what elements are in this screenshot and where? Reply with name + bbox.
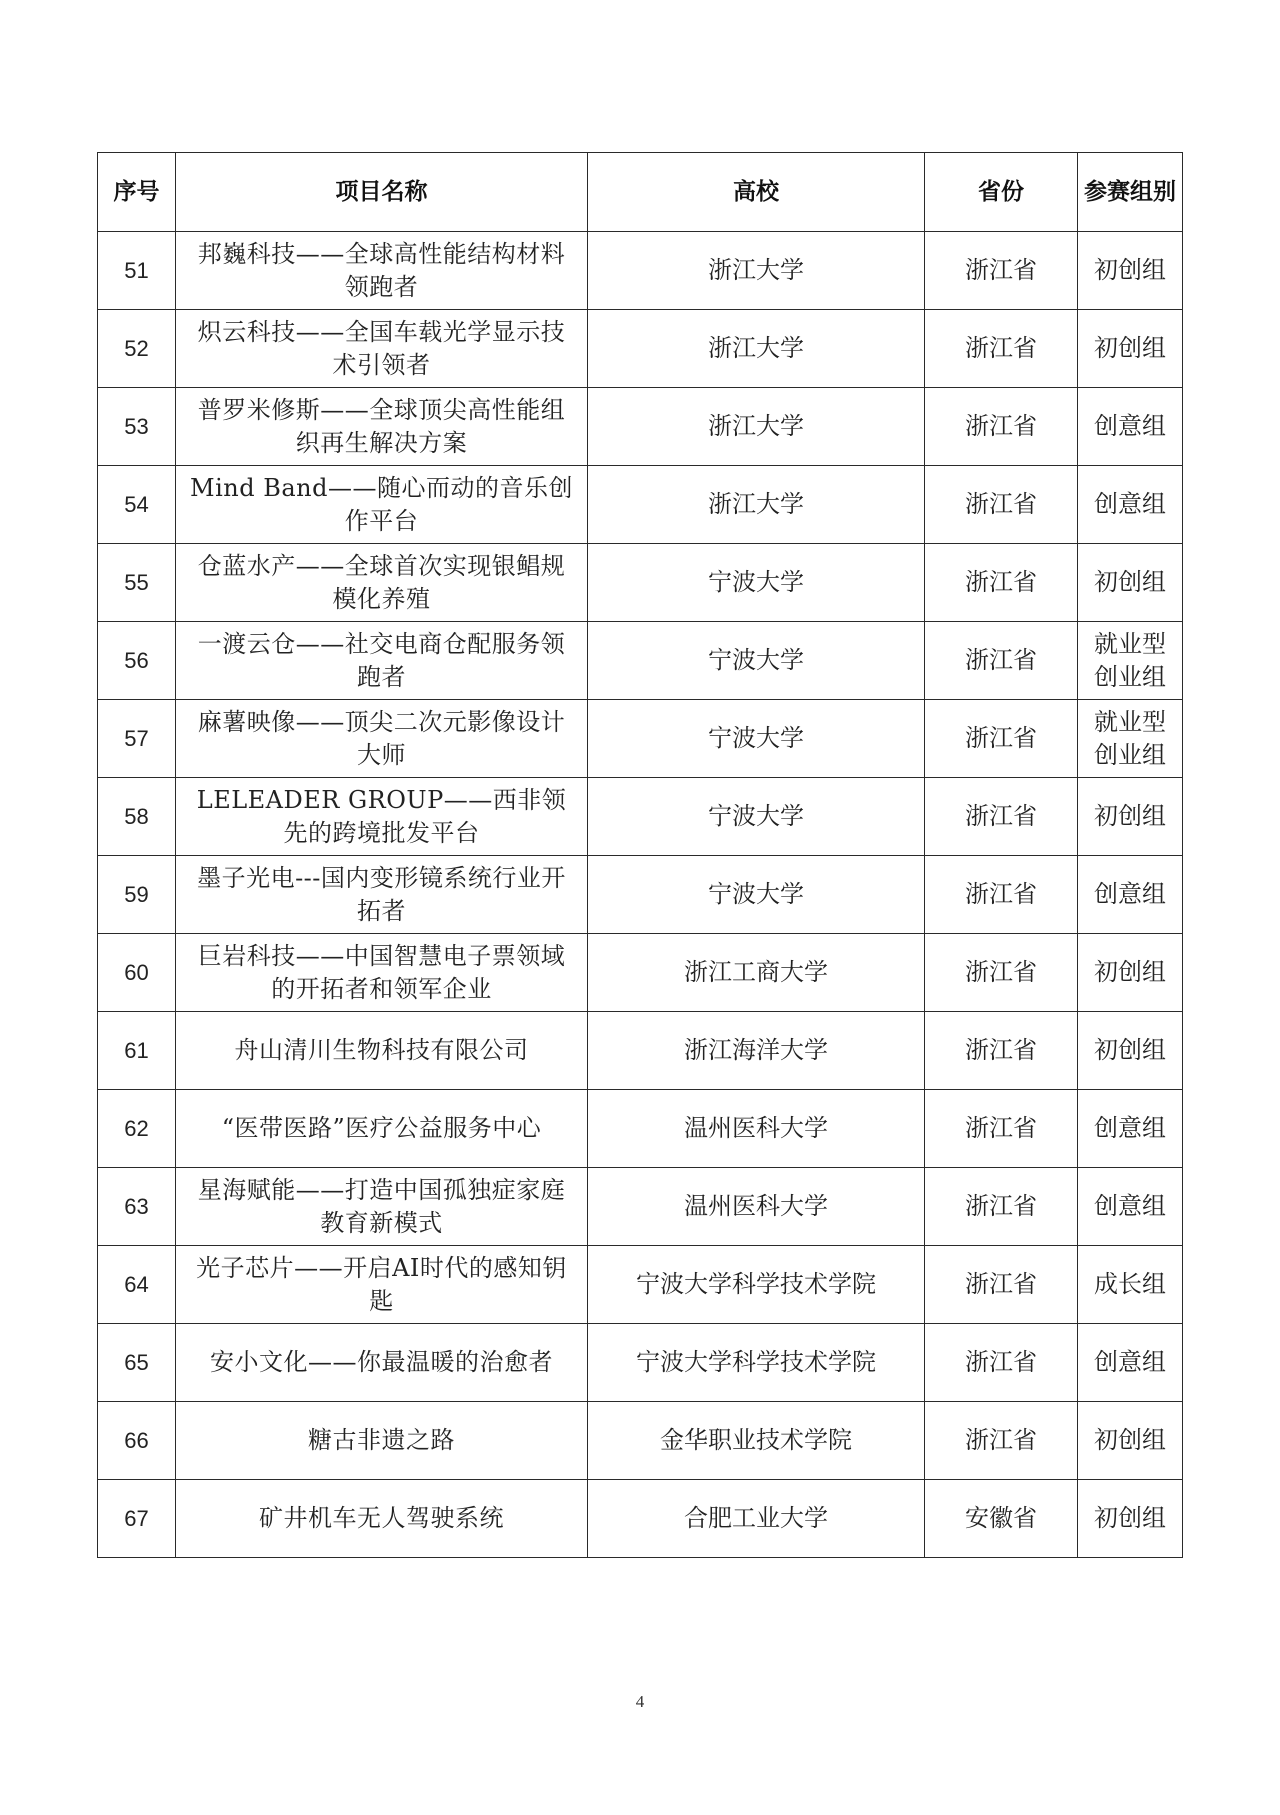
table-row (98, 1168, 1183, 1246)
cell-seq: 63 (98, 1168, 176, 1246)
table-row (98, 310, 1183, 388)
cell-seq: 59 (98, 856, 176, 934)
cell-seq: 52 (98, 310, 176, 388)
cell-province: 浙江省 (925, 934, 1078, 1012)
cell-project-name: 仓蓝水产——全球首次实现银鲳规模化养殖 (176, 544, 588, 622)
cell-category: 初创组 (1078, 1012, 1183, 1090)
cell-province: 浙江省 (925, 1324, 1078, 1402)
cell-project-name: 炽云科技——全国车载光学显示技术引领者 (176, 310, 588, 388)
cell-project-name: 矿井机车无人驾驶系统 (176, 1480, 588, 1558)
cell-university: 浙江海洋大学 (588, 1012, 925, 1090)
cell-category: 创意组 (1078, 856, 1183, 934)
cell-project-name: 安小文化——你最温暖的治愈者 (176, 1324, 588, 1402)
cell-seq: 57 (98, 700, 176, 778)
header-province: 省份 (925, 153, 1078, 232)
cell-project-name: Mind Band——随心而动的音乐创作平台 (176, 466, 588, 544)
table-row (98, 1246, 1183, 1324)
cell-seq: 60 (98, 934, 176, 1012)
cell-province: 浙江省 (925, 1402, 1078, 1480)
cell-province: 浙江省 (925, 622, 1078, 700)
cell-university: 浙江工商大学 (588, 934, 925, 1012)
cell-province: 浙江省 (925, 778, 1078, 856)
cell-project-name: 星海赋能——打造中国孤独症家庭教育新模式 (176, 1168, 588, 1246)
cell-seq: 64 (98, 1246, 176, 1324)
cell-category: 初创组 (1078, 310, 1183, 388)
cell-province: 浙江省 (925, 1090, 1078, 1168)
cell-university: 浙江大学 (588, 466, 925, 544)
cell-university: 浙江大学 (588, 232, 925, 310)
table-row (98, 232, 1183, 310)
cell-category: 创意组 (1078, 466, 1183, 544)
cell-university: 浙江大学 (588, 388, 925, 466)
cell-seq: 65 (98, 1324, 176, 1402)
cell-university: 浙江大学 (588, 310, 925, 388)
project-table (97, 152, 1183, 1558)
cell-project-name: 光子芯片——开启AI时代的感知钥匙 (176, 1246, 588, 1324)
cell-project-name: 普罗米修斯——全球顶尖高性能组织再生解决方案 (176, 388, 588, 466)
cell-province: 浙江省 (925, 388, 1078, 466)
table-row (98, 388, 1183, 466)
cell-province: 安徽省 (925, 1480, 1078, 1558)
table-row (98, 1090, 1183, 1168)
cell-seq: 67 (98, 1480, 176, 1558)
cell-seq: 61 (98, 1012, 176, 1090)
table-header-row (98, 153, 1183, 232)
header-project-name: 项目名称 (176, 153, 588, 232)
table-row (98, 1324, 1183, 1402)
header-category: 参赛组别 (1078, 153, 1183, 232)
table-row (98, 856, 1183, 934)
cell-project-name: 糖古非遗之路 (176, 1402, 588, 1480)
cell-category: 创意组 (1078, 1168, 1183, 1246)
cell-category: 初创组 (1078, 1402, 1183, 1480)
cell-university: 宁波大学 (588, 544, 925, 622)
cell-project-name: 一渡云仓——社交电商仓配服务领跑者 (176, 622, 588, 700)
cell-province: 浙江省 (925, 310, 1078, 388)
table-row (98, 934, 1183, 1012)
cell-project-name: 邦巍科技——全球高性能结构材料领跑者 (176, 232, 588, 310)
table-row (98, 544, 1183, 622)
cell-project-name: “医带医路”医疗公益服务中心 (176, 1090, 588, 1168)
cell-category: 初创组 (1078, 232, 1183, 310)
cell-project-name: LELEADER GROUP——西非领先的跨境批发平台 (176, 778, 588, 856)
cell-province: 浙江省 (925, 1246, 1078, 1324)
cell-university: 宁波大学科学技术学院 (588, 1246, 925, 1324)
cell-university: 温州医科大学 (588, 1168, 925, 1246)
table-row (98, 700, 1183, 778)
cell-seq: 54 (98, 466, 176, 544)
cell-university: 金华职业技术学院 (588, 1402, 925, 1480)
cell-category: 初创组 (1078, 544, 1183, 622)
cell-university: 合肥工业大学 (588, 1480, 925, 1558)
cell-project-name: 舟山清川生物科技有限公司 (176, 1012, 588, 1090)
cell-seq: 51 (98, 232, 176, 310)
table-row (98, 466, 1183, 544)
cell-university: 宁波大学 (588, 622, 925, 700)
cell-category: 就业型创业组 (1078, 700, 1183, 778)
cell-province: 浙江省 (925, 1168, 1078, 1246)
table-row (98, 1480, 1183, 1558)
cell-category: 初创组 (1078, 1480, 1183, 1558)
cell-university: 宁波大学 (588, 778, 925, 856)
cell-category: 就业型创业组 (1078, 622, 1183, 700)
cell-university: 宁波大学 (588, 700, 925, 778)
cell-category: 创意组 (1078, 1324, 1183, 1402)
header-seq: 序号 (98, 153, 176, 232)
cell-category: 初创组 (1078, 778, 1183, 856)
cell-university: 宁波大学科学技术学院 (588, 1324, 925, 1402)
cell-university: 宁波大学 (588, 856, 925, 934)
cell-province: 浙江省 (925, 1012, 1078, 1090)
cell-project-name: 墨子光电---国内变形镜系统行业开拓者 (176, 856, 588, 934)
cell-province: 浙江省 (925, 232, 1078, 310)
cell-project-name: 巨岩科技——中国智慧电子票领域的开拓者和领军企业 (176, 934, 588, 1012)
cell-seq: 56 (98, 622, 176, 700)
cell-seq: 53 (98, 388, 176, 466)
cell-province: 浙江省 (925, 856, 1078, 934)
table-row (98, 778, 1183, 856)
table-row (98, 1012, 1183, 1090)
cell-category: 创意组 (1078, 388, 1183, 466)
table-row (98, 622, 1183, 700)
header-university: 高校 (588, 153, 925, 232)
table-row (98, 1402, 1183, 1480)
cell-project-name: 麻薯映像——顶尖二次元影像设计大师 (176, 700, 588, 778)
cell-province: 浙江省 (925, 466, 1078, 544)
cell-seq: 58 (98, 778, 176, 856)
cell-seq: 66 (98, 1402, 176, 1480)
cell-seq: 55 (98, 544, 176, 622)
page-number: 4 (635, 1692, 645, 1711)
cell-category: 创意组 (1078, 1090, 1183, 1168)
cell-province: 浙江省 (925, 544, 1078, 622)
cell-category: 初创组 (1078, 934, 1183, 1012)
cell-university: 温州医科大学 (588, 1090, 925, 1168)
cell-category: 成长组 (1078, 1246, 1183, 1324)
cell-seq: 62 (98, 1090, 176, 1168)
cell-province: 浙江省 (925, 700, 1078, 778)
